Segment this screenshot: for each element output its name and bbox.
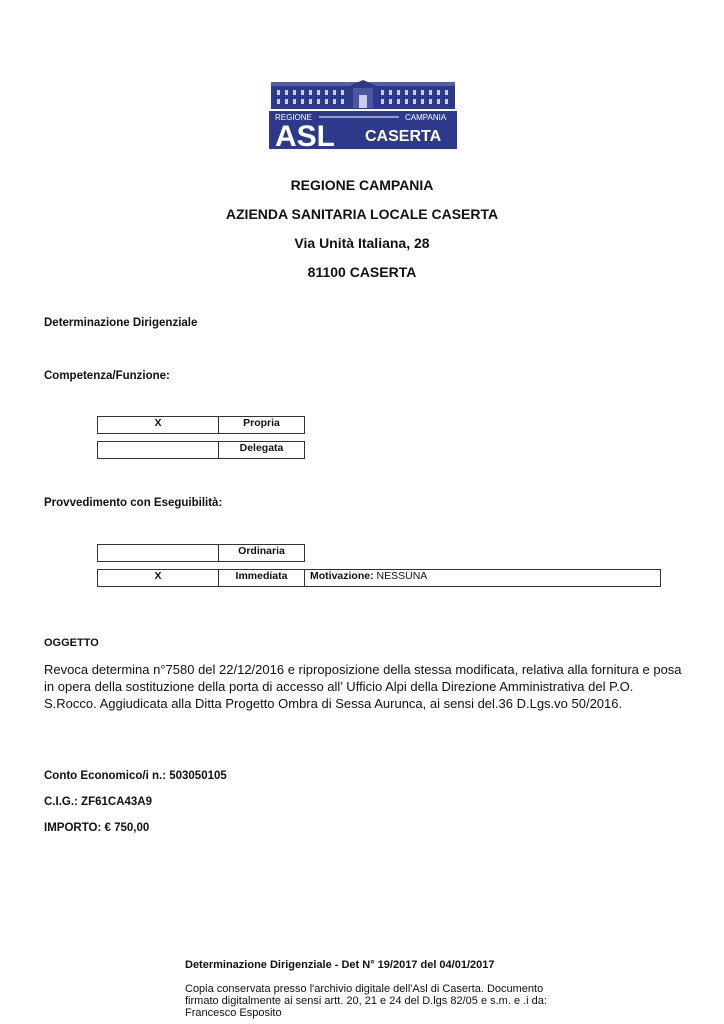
option-label: Immediata <box>219 570 305 587</box>
checkbox-mark: X <box>98 417 219 434</box>
oggetto-text: Revoca determina n°7580 del 22/12/2016 e riproposizione della stessa modificata, relativa alla fornitura e posa in opera della sostituzione della porta di accesso all’ Ufficio Alpi della Direzione Amministrativa del P.O. S.Rocco. Aggiudicata alla Ditta Progetto Ombra di Sessa Aurunca, ai sensi del.36 D.Lgs.vo 50/2016. <box>44 662 682 711</box>
importo: IMPORTO: € 750,00 <box>44 822 150 834</box>
table-row <box>98 570 661 587</box>
logo-text-regione: REGIONE <box>275 113 312 122</box>
table-row <box>98 545 305 562</box>
logo-text-asl: ASL <box>275 120 335 149</box>
checkbox-mark <box>98 442 219 459</box>
competenza-table-delegata <box>97 441 305 459</box>
logo-text-caserta: CASERTA <box>365 128 442 145</box>
table-row <box>98 442 305 459</box>
footer-note: Copia conservata presso l'archivio digitale dell'Asl di Caserta. Documento firmato digitalmente ai sensi artt. 20, 21 e 24 del D.lgs 82/05 e s.m. e .i da: Francesco Esposito <box>185 983 547 1019</box>
eseguibilita-label: Provvedimento con Eseguibilità: <box>44 497 223 509</box>
conto-economico: Conto Economico/i n.: 503050105 <box>44 770 227 782</box>
competenza-table-propria <box>97 416 305 434</box>
motivazione-value: NESSUNA <box>376 570 428 582</box>
logo-text-campania: CAMPANIA <box>405 113 447 122</box>
asl-caserta-logo <box>269 79 457 149</box>
header-asl: AZIENDA SANITARIA LOCALE CASERTA <box>225 206 499 222</box>
eseguibilita-table-ordinaria <box>97 544 305 562</box>
competenza-label: Competenza/Funzione: <box>44 370 170 382</box>
header-city: 81100 CASERTA <box>307 264 417 280</box>
option-label: Delegata <box>219 442 305 459</box>
checkbox-mark: X <box>98 570 219 587</box>
table-row <box>98 417 305 434</box>
option-label: Ordinaria <box>219 545 305 562</box>
option-label: Propria <box>219 417 305 434</box>
motivazione-label: Motivazione: <box>310 570 374 582</box>
motivazione-cell <box>305 570 661 587</box>
oggetto-label: OGGETTO <box>44 637 99 649</box>
eseguibilita-table-immediata <box>97 569 661 587</box>
doc-type: Determinazione Dirigenziale <box>44 317 198 329</box>
footer-title: Determinazione Dirigenziale - Det N° 19/2017 del 04/01/2017 <box>185 959 495 971</box>
header-address: Via Unità Italiana, 28 <box>294 235 430 251</box>
checkbox-mark <box>98 545 219 562</box>
header-region: REGIONE CAMPANIA <box>290 177 434 193</box>
cig-code: C.I.G.: ZF61CA43A9 <box>44 796 152 808</box>
